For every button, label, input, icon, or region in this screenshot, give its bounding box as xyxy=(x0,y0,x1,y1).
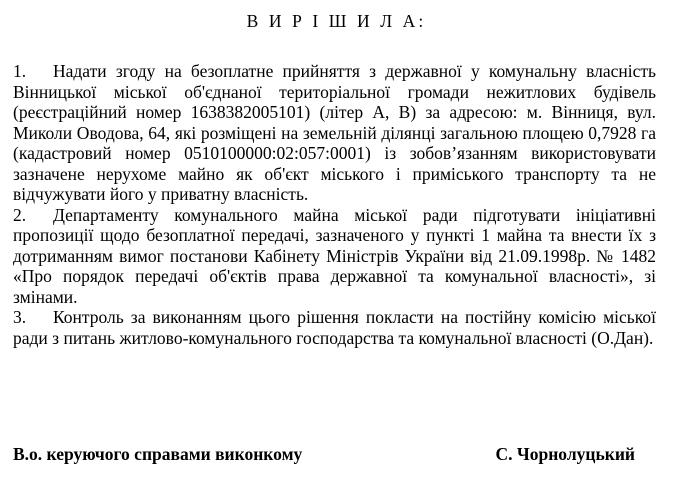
signatory-position: В.о. керуючого справами виконкому xyxy=(13,444,303,464)
item-number: 2. xyxy=(13,204,27,225)
signatory-name: С. Чорнолуцький xyxy=(495,444,635,464)
decision-item-2 xyxy=(13,205,656,308)
item-text: Надати згоду на безоплатне прийняття з державної у комунальну власність Вінницької міської об'єднаної територіальної громади нежитлових будівель (реєстраційний номер 1638382005101) (літер А, В) за адресою: м. Вінниця, вул. Миколи Оводова, 64, які розміщені на земельній ділянці загальною площею 0,7928 га (кадастровий номер 0510100000:02:057:0001) із зобов’язанням використовувати зазначене нерухоме майно як об'єкт міського і приміського транспорту та не відчужувати його у приватну власність. xyxy=(13,61,656,204)
decision-item-3 xyxy=(13,307,656,348)
decision-item-1 xyxy=(13,61,656,205)
item-text: Департаменту комунального майна міської ради підготувати ініціативні пропозиції щодо безоплатної передачі, зазначеного у пункті 1 майна та внести їх з дотриманням вимог постанови Кабінету Міністрів України від 21.09.1998р. № 1482 «Про порядок передачі об'єктів права державної та комунальної власності», зі змінами. xyxy=(13,204,656,307)
decision-items xyxy=(13,61,656,348)
item-number: 3. xyxy=(13,307,27,327)
item-number: 1. xyxy=(13,61,27,81)
item-text: Контроль за виконанням цього рішення покласти на постійну комісію міської ради з питань житлово-комунального господарства та комунальної власності (О.Дан). xyxy=(13,307,656,348)
decision-heading: В И Р І Ш И Л А: xyxy=(246,11,427,31)
